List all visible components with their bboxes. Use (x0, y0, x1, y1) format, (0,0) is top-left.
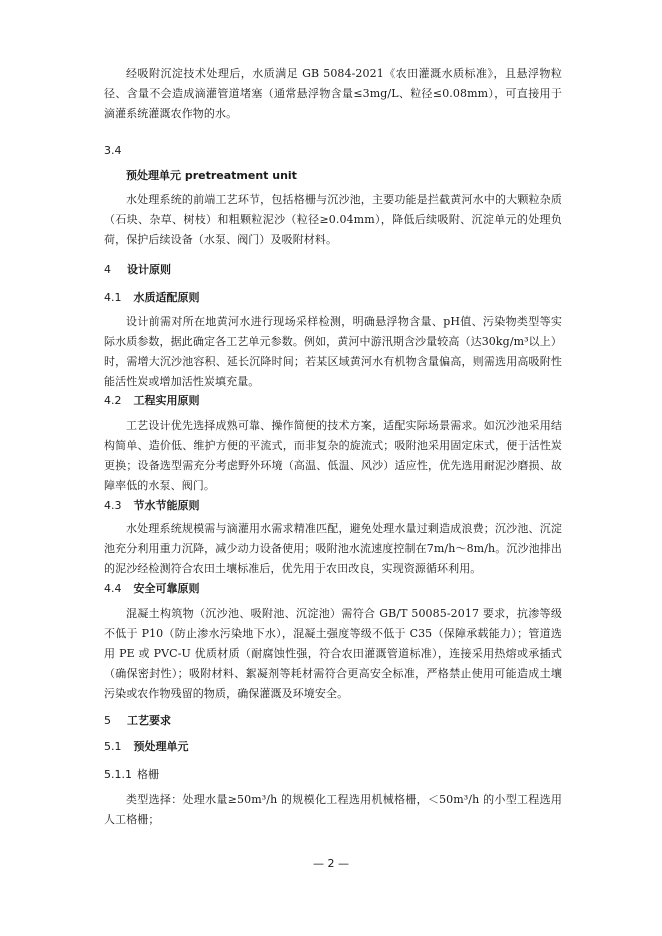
heading-5 (104, 712, 171, 730)
paragraph-5-1-1: 类型选择：处理水量≥50m³/h 的规模化工程选用机械格栅，＜50m³/h 的小型工程选用人工格栅； (104, 793, 562, 826)
heading-4-number: 4 (104, 263, 111, 276)
heading-4-2 (104, 392, 200, 410)
paragraph-3-4: 水处理系统的前端工艺环节，包括格栅与沉沙池，主要功能是拦截黄河水中的大颗粒杂质（石块、杂草、树枝）和粗颗粒泥沙（粒径≥0.04mm），降低后续吸附、沉淀单元的处理负荷，保护后续设备（水泵、阀门）及吸附材料。 (104, 193, 562, 246)
heading-5-1-1 (104, 766, 159, 784)
heading-5-title: 工艺要求 (127, 714, 171, 727)
heading-4-3 (104, 497, 200, 515)
heading-4-1 (104, 289, 200, 307)
heading-5-1-title: 预处理单元 (133, 740, 189, 753)
heading-4-4 (104, 580, 200, 598)
paragraph-intro: 经吸附沉淀技术处理后，水质满足 GB 5084-2021《农田灌溉水质标准》，且悬浮物粒径、含量不会造成滴灌管道堵塞（通常悬浮物含量≤3mg/L、粒径≤0.08mm），可直接用于滴灌系统灌溉农作物的水。 (104, 67, 562, 120)
term-3-4-number: 3.4 (104, 144, 122, 157)
heading-5-1 (104, 738, 189, 756)
heading-4-title: 设计原则 (127, 263, 171, 276)
heading-4-3-number: 4.3 (104, 499, 122, 512)
heading-4-2-number: 4.2 (104, 394, 122, 407)
heading-4-1-title: 水质适配原则 (133, 291, 200, 304)
paragraph-4-4: 混凝土构筑物（沉沙池、吸附池、沉淀池）需符合 GB/T 50085-2017 要求，抗渗等级不低于 P10（防止渗水污染地下水），混凝土强度等级不低于 C35（保障承载能力）；管道选用 PE 或 PVC-U 优质材质（耐腐蚀性强，符合农田灌溉管道标准），连接采用热熔或承插式（确保密封性）；吸附材料、絮凝剂等耗材需符合更高安全标准，严格禁止使用可能造成土壤污染或农作物残留的物质，确保灌溉及环境安全。 (104, 607, 562, 700)
heading-5-number: 5 (104, 714, 111, 727)
heading-5-1-1-number: 5.1.1 (104, 768, 132, 781)
paragraph-4-1: 设计前需对所在地黄河水进行现场采样检测，明确悬浮物含量、pH值、污染物类型等实际水质参数，据此确定各工艺单元参数。例如，黄河中游汛期含沙量较高（达30kg/m³以上）时，需增大沉沙池容积、延长沉降时间；若某区域黄河水有机物含量偏高，则需选用高吸附性能活性炭或增加活性炭填充量。 (104, 315, 562, 388)
heading-4-3-title: 节水节能原则 (133, 499, 200, 512)
heading-5-1-number: 5.1 (104, 740, 122, 753)
heading-4-4-title: 安全可靠原则 (133, 582, 200, 595)
paragraph-4-2: 工艺设计优先选择成熟可靠、操作简便的技术方案，适配实际场景需求。如沉沙池采用结构简单、造价低、维护方便的平流式，而非复杂的旋流式；吸附池采用固定床式，便于活性炭更换；设备选型需充分考虑野外环境（高温、低温、风沙）适应性，优先选用耐泥沙磨损、故障率低的水泵、阀门。 (104, 419, 562, 492)
heading-4-2-title: 工程实用原则 (133, 394, 200, 407)
heading-5-1-1-title: 格栅 (137, 768, 159, 781)
heading-4-4-number: 4.4 (104, 582, 122, 595)
term-3-4-title: 预处理单元 pretreatment unit (126, 169, 297, 182)
page-number: — 2 — (313, 857, 349, 870)
paragraph-4-3: 水处理系统规模需与滴灌用水需求精准匹配，避免处理水量过剩造成浪费；沉沙池、沉淀池充分利用重力沉降，减少动力设备使用；吸附池水流速度控制在7m/h～8m/h。沉沙池排出的泥沙经检测符合农田土壤标准后，优先用于农田改良，实现资源循环利用。 (104, 522, 562, 575)
heading-4-1-number: 4.1 (104, 291, 122, 304)
heading-4 (104, 261, 171, 279)
